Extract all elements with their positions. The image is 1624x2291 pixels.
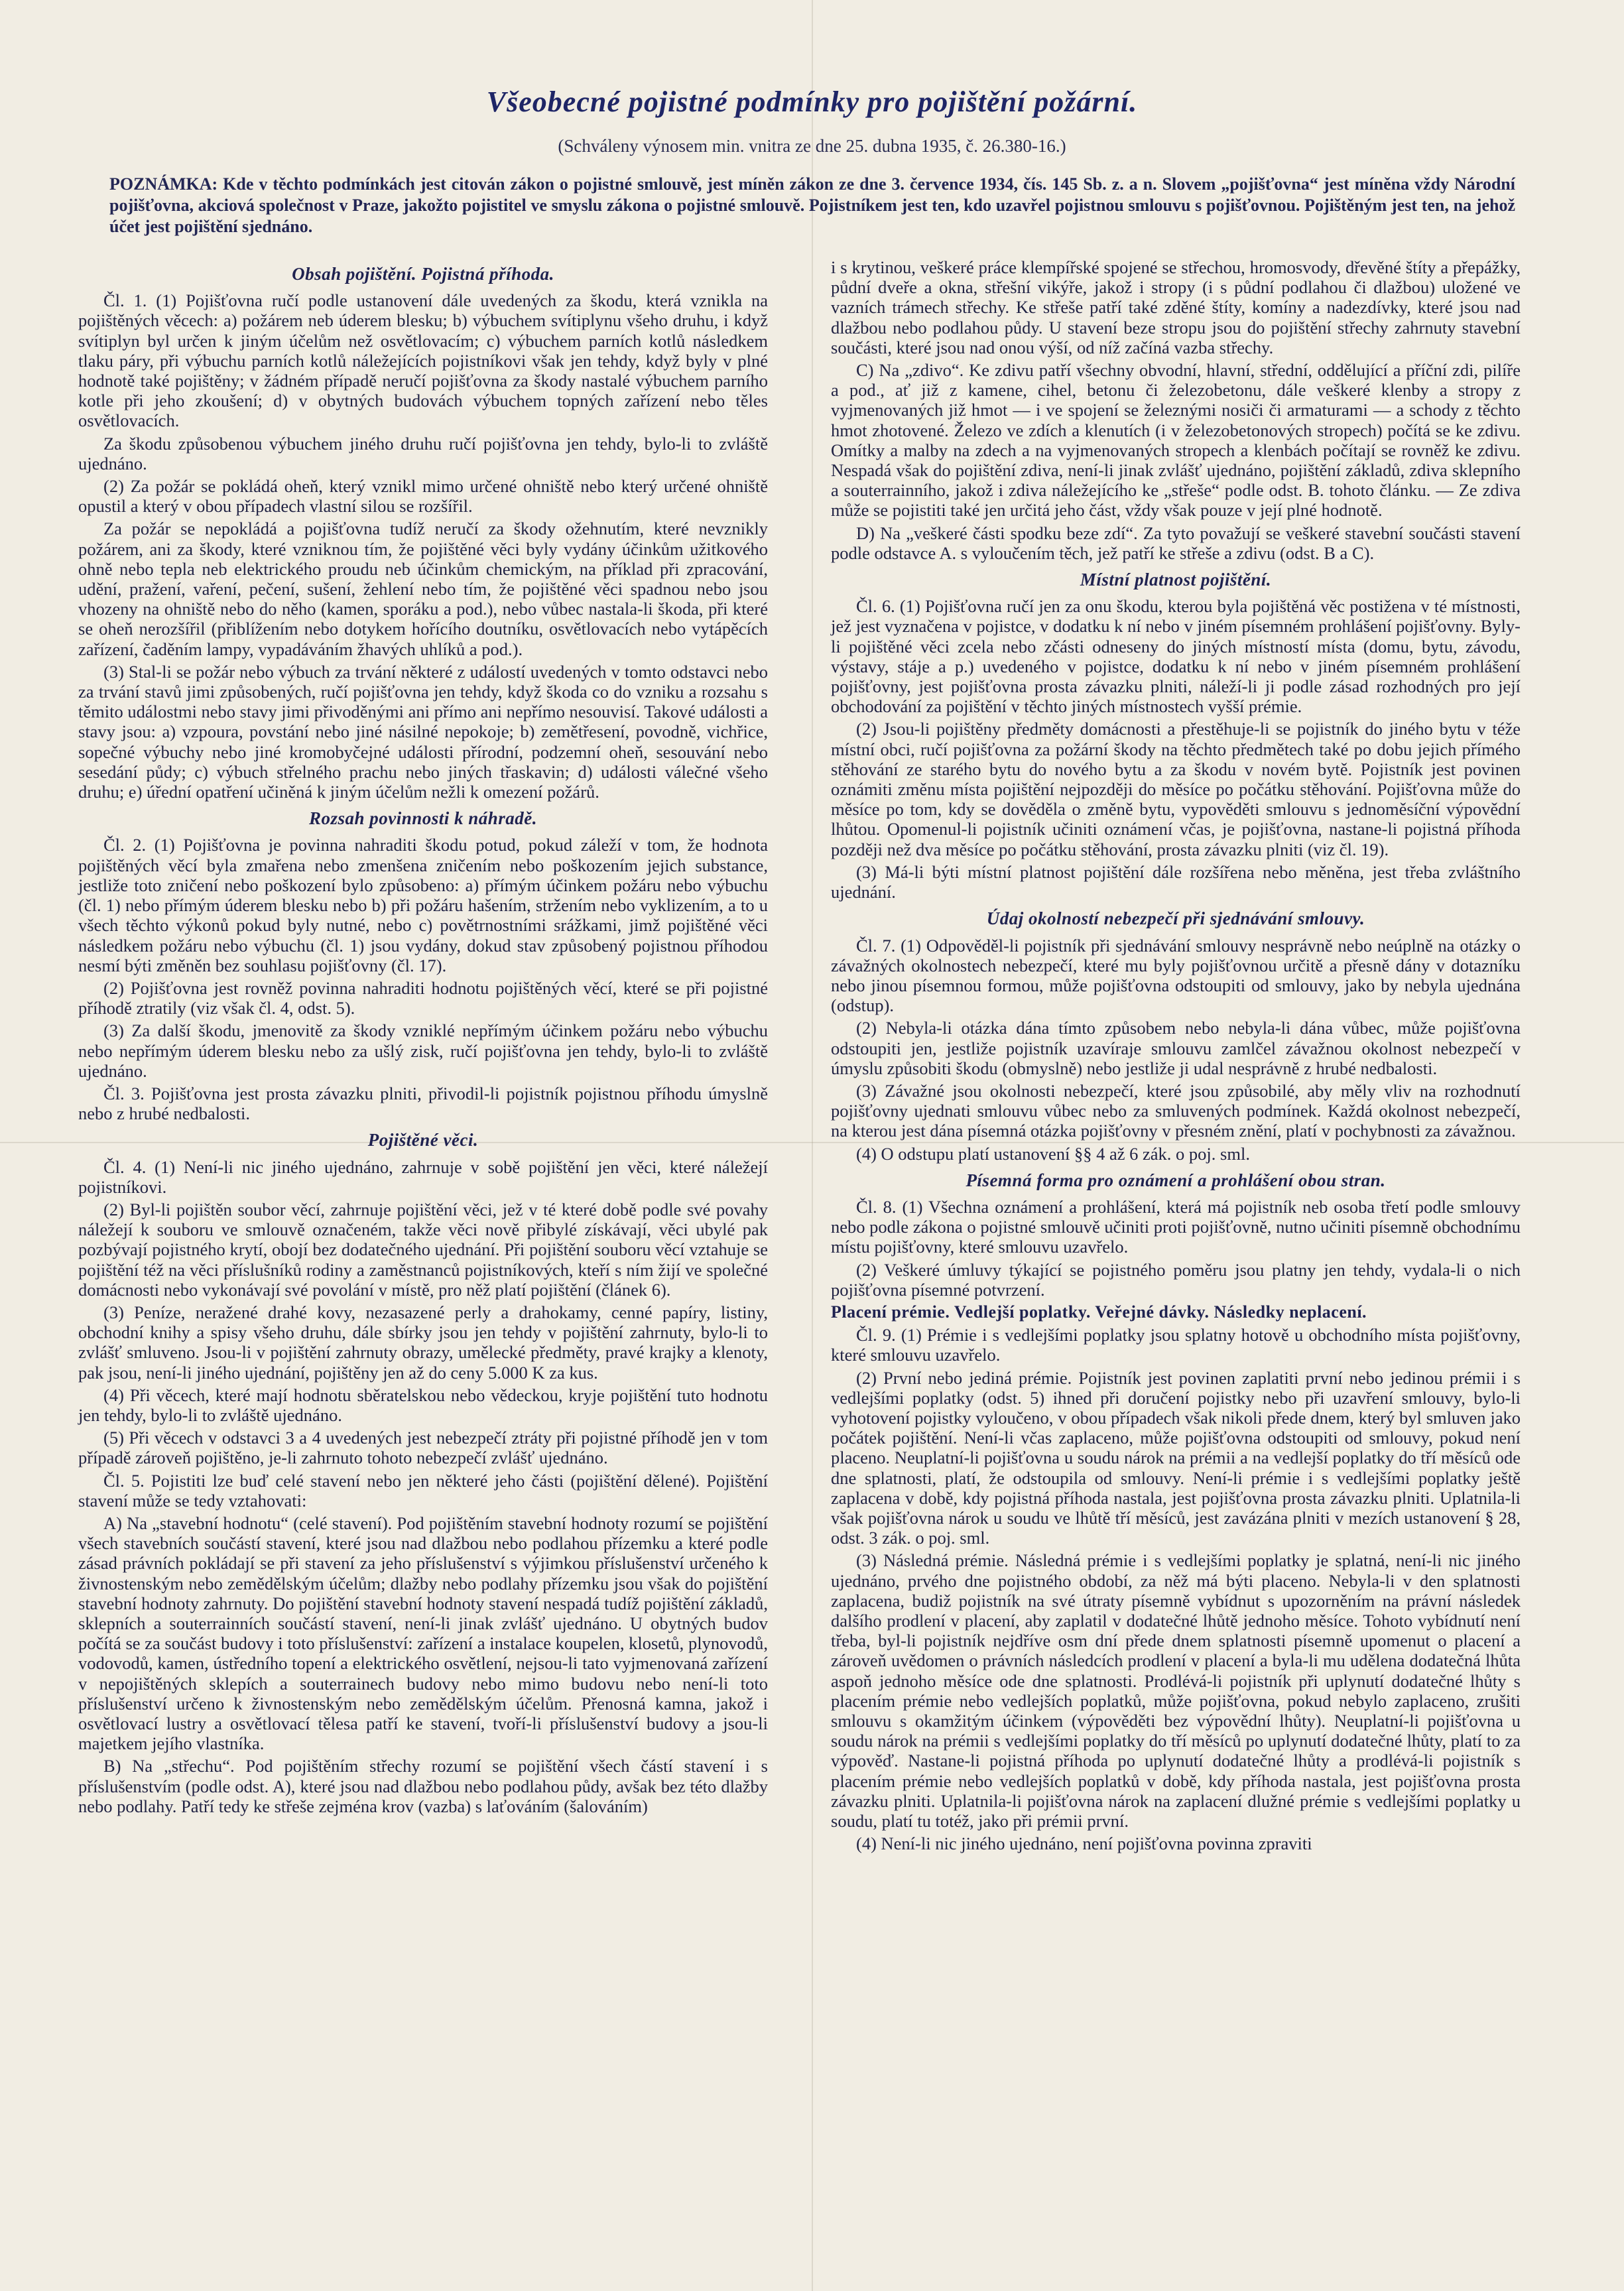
paragraph: Čl. 4. (1) Není-li nic jiného ujednáno, zahrnuje v sobě pojištění jen věci, které náležejí pojistníkovi. [78,1156,768,1197]
paragraph: A) Na „stavební hodnotu“ (celé stavení). Pod pojištěním stavební hodnoty rozumí se pojištění všech stavebních součástí stavení, které jsou nad dlažbou nebo podlahou přízemku a které podle zásad právních pokládají se při stavení za jeho příslušenství s výjimkou příslušenství určeného k živnostenským nebo zemědělským účelům; dlažby nebo podlahy přízemku jsou však do pojištění stavební hodnoty zahrnuty. Do pojištění stavební hodnoty stavení nespadá tudíž pojištění základů, sklepních a souterrainních součástí stavení, není-li jinak zvlášť ujednáno. U obytných budov počítá se za součást budovy i toto příslušenství: zařízení a instalace koupelen, klosetů, plynovodů, vodovodů, kamen, ústředního topení a elektrického osvětlení, nejsou-li tato vyjmenovaná zařízení v nepojištěných sklepích a souterrainech budovy nebo mimo budovu nebo není-li toto příslušenství určeno k živnostenským nebo zemědělským účelům. Přenosná kamna, jakož i osvětlovací lustry a osvětlovací tělesa patří ke stavení, tvoří-li příslušenství budovy a jsou-li majetkem jejího vlastníka. [78,1513,768,1754]
left-column [78,257,768,1819]
document-title: Všeobecné pojistné podmínky pro pojištění požární. [486,86,1138,118]
paragraph: (3) Má-li býti místní platnost pojištění dále rozšířena nebo měněna, jest třeba zvláštního ujednání. [831,861,1521,902]
paragraph: (2) První nebo jediná prémie. Pojistník jest povinen zaplatiti první nebo jedinou prémii i s vedlejšími poplatky (odst. 5) ihned při doručení pojistky nebo při uzavření smlouvy, bylo-li vyhotovení pojistky vyloučeno, v obou případech však nikoli přede dnem, který byl smluven jako počátek pojištění. Není-li včas zaplaceno, může pojišťovna odstoupiti od smlouvy, pokud není placeno. Neuplatní-li pojišťovna u soudu nárok na prémii a na vedlejší poplatky do tří měsíců ode dne splatnosti, platí, že odstoupila od smlouvy. Není-li prémie i s vedlejšími poplatky ještě zaplacena v době, kdy pojistná příhoda nastala, jest pojišťovna prosta závazku plniti. Uplatnila-li však pojišťovna nárok u soudu ve lhůtě tří měsíců, jest zavázána plniti v mezích ustanovení § 28, odst. 3 zák. o poj. sml. [831,1367,1521,1548]
paragraph: (3) Za další škodu, jmenovitě za škody vzniklé nepřímým účinkem požáru nebo výbuchu nebo nepřímým úderem blesku nebo za ušlý zisk, ručí pojišťovna jen tehdy, bylo-li to zvláště ujednáno. [78,1021,768,1081]
paragraph: Čl. 5. Pojistiti lze buď celé stavení nebo jen některé jeho části (pojištění dělené). Pojištění stavení může se tedy vztahovati: [78,1470,768,1511]
paragraph: (3) Peníze, neražené drahé kovy, nezasazené perly a drahokamy, cenné papíry, listiny, obchodní knihy a spisy všeho druhu, dále sbírky jsou jen tehdy v pojištění zahrnuty, bylo-li to zvlášť smluveno. Jsou-li v pojištění zahrnuty obrazy, umělecké předměty, pravé krajky a klenoty, pak jsou, není-li jiného ujednání, pojištěny jen až do ceny 5.000 K za kus. [78,1302,768,1383]
section-heading: Údaj okolností nebezpečí při sjednávání smlouvy. [986,908,1365,929]
paragraph: (3) Stal-li se požár nebo výbuch za trvání některé z událostí uvedených v tomto odstavci nebo za trvání stavů jimi způsobených, ručí pojišťovna jen tehdy, když škoda co do vzniku a rozsahu s těmito událostmi nebo stavy jimi přivoděnými ani přímo ani nepřímo nesouvisí. Takové události a stavy jsou: a) vzpoura, povstání nebo jiné násilné nepokoje; b) zemětřesení, povodně, vichřice, sopečné výbuchy nebo jiné kromobyčejné události přírodní, podzemní oheň, sesouvání nebo sesedání půdy; c) výbuch střelného prachu nebo jiných třaskavin; d) události válečné všeho druhu; e) úřední opatření učiněná k jiným účelům nežli k omezení požárů. [78,661,768,802]
paragraph: Čl. 1. (1) Pojišťovna ručí podle ustanovení dále uvedených za škodu, která vznikla na pojištěných věcech: a) požárem neb úderem blesku; b) výbuchem svítiplynu všeho druhu, i když svítiplyn byl určen k jiným účelům než osvětlovacím; c) výbuchem parních kotlů následkem tlaku páry, při výbuchu parních kotlů náležejících pojistníkovi však jen tehdy, když byly v plné hodnotě také pojištěny; v žádném případě neručí pojišťovna za škody nastalé výbuchem parního kotle při jeho zkoušení; d) v obytných budovách výbuchem topných zařízení nebo těles osvětlovacích. [78,290,768,431]
paragraph: i s krytinou, veškeré práce klempířské spojené se střechou, hromosvody, dřevěné štíty a přepážky, půdní dveře a okna, střešní vikýře, jakož i stropy (i s půdní podlahou či dlažbou) uložené ve vazních trámech střechy. Ke střeše patří také zděné štíty, komíny a nadezdívky, které jsou nad dlažbou nebo podlahou půdy. U stavení beze stropu jsou do pojištění střechy zahrnuty stavební součásti, které jsou nad onou výší, od níž začíná vazba střechy. [831,257,1521,357]
section-heading: Obsah pojištění. Pojistná příhoda. [292,264,554,284]
paragraph: (5) Při věcech v odstavci 3 a 4 uvedených jest nebezpečí ztráty při pojistné příhodě jen v tom případě zároveň pojištěno, je-li zahrnuto tohoto nebezpečí zvlášť ujednáno. [78,1428,768,1468]
paragraph: (2) Veškeré úmluvy týkající se pojistného poměru jsou platny jen tehdy, vydala-li o nich pojišťovna písemné potvrzení. [831,1259,1521,1300]
paragraph: Čl. 2. (1) Pojišťovna je povinna nahraditi škodu potud, pokud záleží v tom, že hodnota pojištěných věcí byla zmařena nebo zmenšena zničením nebo poškozením jejich substance, jestliže toto zničení nebo poškození bylo způsobeno: a) přímým účinkem požáru nebo výbuchu (čl. 1) nebo přímým úderem blesku nebo b) při požáru hašením, stržením nebo vyklizením, a to u všech těchto výkonů pokud byly nutné, nebo c) povětrnostními srážkami, jimž pojištěné věci následkem požáru nebo výbuchu (čl. 1) jsou vydány, dokud stav způsobený pojistnou příhodou nesmí býti změněn bez souhlasu pojišťovny (čl. 17). [78,835,768,975]
section-heading: Placení prémie. Vedlejší poplatky. Veřejné dávky. Následky neplacení. [831,1302,1367,1322]
paragraph: (4) Není-li nic jiného ujednáno, není pojišťovna povinna zpraviti [856,1833,1312,1854]
paragraph: Za požár se nepokládá a pojišťovna tudíž neručí za škody ožehnutím, které nevznikly požárem, ani za škody, které vzniknou tím, že pojištěné věci byly vydány účinkům užitkového ohně nebo tepla neb elektrického proudu neb účinkům chemickým, na příklad při zpracování, udění, pražení, vaření, pečení, sušení, žehlení nebo tím, že pojištěné věci spadnou nebo jsou vhozeny na ohniště nebo do něho (kamen, sporáku a pod.), nebo vůbec nastala-li škoda, při které se oheň nerozšířil (přiblížením nebo dotykem hořícího doutníku, osvětlovacích nebo vytápěcích zařízení, čaděním lampy, vypadáváním žhavých uhlíků a pod.). [78,519,768,659]
paragraph: (2) Jsou-li pojištěny předměty domácnosti a přestěhuje-li se pojistník do jiného bytu v téže místní obci, ručí pojišťovna za požární škody na těchto předmětech také po dobu jejich přímého stěhování ze starého bytu do nového bytu a za škodu v novém bytě. Pojistník jest povinen oznámiti změnu místa pojištění nejpozději do měsíce po počátku stěhování. Pojišťovna může do měsíce po tom, kdy se dověděla o změně bytu, vypověděti smlouvu s jednoměsíční výpovědní lhůtou. Opomenul-li pojistník učiniti oznámení včas, je pojišťovna, nastane-li pojistná příhoda později než dva měsíce po počátku stěhování, prosta závazku plniti (viz čl. 19). [831,719,1521,859]
paper-fold-vertical [812,0,813,2291]
paragraph: B) Na „střechu“. Pod pojištěním střechy rozumí se pojištění všech částí stavení i s příslušenstvím (podle odst. A), které jsou nad dlažbou nebo podlahou půdy, avšak bez této dlažby nebo podlahy. Patří tedy ke střeše zejména krov (vazba) s laťováním (šalováním) [78,1756,768,1816]
paragraph: Čl. 6. (1) Pojišťovna ručí jen za onu škodu, kterou byla pojištěná věc postižena v té místnosti, jež jest vyznačena v pojistce, v dodatku k ní nebo v jiném písemném prohlášení pojišťovny. Byly-li pojištěné věci zcela nebo zčásti odneseny do jiných místností místa (domu, bytu, závodu, výstavy, stáje a p.) uvedeného v pojistce, dodatku k ní nebo v jiném písemném prohlášení pojišťovny, jest pojišťovna prosta závazku plniti, náleží-li ji podle zásad rozhodných pro její obchodování za pojištění v těchto jiných místnostech vyšší prémie. [831,596,1521,717]
document-note: POZNÁMKA: Kde v těchto podmínkách jest citován zákon o pojistné smlouvě, jest míněn zákon ze dne 3. července 1934, čís. 145 Sb. z. a n. Slovem „pojišťovna“ jest míněna vždy Národní pojišťovna, akciová společnost v Praze, jakožto pojistitel ve smyslu zákona o pojistné smlouvě. Pojistníkem jest ten, kdo uzavřel pojistnou smlouvu s pojišťovnou. Pojištěným jest ten, na jehož účet jest pojištění sjednáno. [109,174,1515,236]
paragraph: (2) Nebyla-li otázka dána tímto způsobem nebo nebyla-li dána vůbec, může pojišťovna odstoupiti jen, jestliže pojistník uzavíraje smlouvu zamlčel závažnou okolnost nebezpečí v úmyslu způsobiti škodu (obmyslně) nebo jestliže ji udal nesprávně z hrubé nedbalosti. [831,1018,1521,1078]
section-heading: Rozsah povinnosti k náhradě. [308,808,538,829]
paragraph: C) Na „zdivo“. Ke zdivu patří všechny obvodní, hlavní, střední, oddělující a příční zdi, pilíře a pod., ať již z kamene, cihel, betonu či železobetonu, dále veškeré klenby a stropy z vyjmenovaných již hmot — i ve spojení se železnými nosiči či armaturami — a schody z těchto hmot zhotovené. Železo ve zdích a klenutích (i v železobetonových stropech) počítá se ke zdivu. Omítky a malby na zdech a na vyjmenovaných stropech a klenbách počítají se rovněž ke zdivu. Nespadá však do pojištění zdiva, není-li jinak zvlášť ujednáno, pojištění základů, zdiva sklepního a souterrainního, jakož i zdiva náležejícího ke „střeše“ podle odst. B. tohoto článku. — Ze zdiva může se pojistiti také jen určitá jeho část, vždy však pouze v její plné hodnotě. [831,360,1521,521]
paragraph: (2) Byl-li pojištěn soubor věcí, zahrnuje pojištění věci, jež v té které době podle své povahy náležejí k souboru ve smlouvě označeném, takže věci nově přibylé získávají, věci ubylé pak pozbývají pojistného krytí, obojí bez dodatečného ujednání. Při pojištění souboru věcí vztahuje se pojištění též na věci příslušníků rodiny a zaměstnanců pojistníkových, kteří s ním žijí ve společné domácnosti nebo vykonávají své povolání v místě, pro něž platí pojištění (článek 6). [78,1199,768,1300]
paragraph: Čl. 9. (1) Prémie i s vedlejšími poplatky jsou splatny hotově u obchodního místa pojišťovny, které smlouvu uzavřelo. [831,1325,1521,1365]
paragraph: (4) Při věcech, které mají hodnotu sběratelskou nebo vědeckou, kryje pojištění tuto hodnotu jen tehdy, bylo-li to zvláště ujednáno. [78,1385,768,1425]
section-heading: Místní platnost pojištění. [1080,570,1272,590]
section-heading: Pojištěné věci. [367,1130,479,1150]
section-heading: Písemná forma pro oznámení a prohlášení obou stran. [966,1170,1386,1190]
paragraph: Za škodu způsobenou výbuchem jiného druhu ručí pojišťovna jen tehdy, bylo-li to zvláště ujednáno. [78,433,768,473]
paragraph: (3) Závažné jsou okolnosti nebezpečí, které jsou způsobilé, aby měly vliv na rozhodnutí pojišťovny ujednati smlouvu vůbec nebo za smluvených podmínek. Každá okolnost nebezpečí, na kterou jest dána písemná otázka pojišťovny v přesném znění, platí v pochybnosti za závažnou. [831,1080,1521,1141]
paragraph: (4) O odstupu platí ustanovení §§ 4 až 6 zák. o poj. sml. [856,1143,1250,1164]
paragraph: Čl. 3. Pojišťovna jest prosta závazku plniti, přivodil-li pojistník pojistnou příhodu úmyslně nebo z hrubé nedbalosti. [78,1083,768,1124]
paragraph: D) Na „veškeré části spodku beze zdí“. Za tyto považují se veškeré stavební součásti stavení podle odstavce A. s vyloučením těch, jež patří ke střeše a zdivu (odst. B a C). [831,523,1521,563]
paragraph: Čl. 7. (1) Odpověděl-li pojistník při sjednávání smlouvy nesprávně nebo neúplně na otázky o závažných okolnostech nebezpečí, které mu byly pojišťovnou určitě a přesně dány v dotazníku nebo jinou písemnou formou, může pojišťovna odstoupiti od smlouvy, jako by nebyla ujednána (odstup). [831,935,1521,1016]
paragraph: (2) Za požár se pokládá oheň, který vznikl mimo určené ohniště nebo který určené ohniště opustil a který v obou případech vlastní silou se rozšířil. [78,476,768,517]
paragraph: (3) Následná prémie. Následná prémie i s vedlejšími poplatky je splatná, není-li nic jiného ujednáno, prvého dne pojistného období, za něž má býti placeno. Nebyla-li v den splatnosti zaplacena, budiž pojistník na své útraty písemně vybídnut s upozorněním na právní následek dalšího prodlení v placení, aby zaplatil v dodatečné lhůtě jednoho měsíce. Tohoto vybídnutí není třeba, byl-li pojistník nejdříve osm dní přede dnem splatnosti písemně upomenut o placení a zároveň uvědomen o právních následcích prodlení v placení a byla-li mu udělena dodatečná lhůta aspoň jednoho měsíce ode dne splatnosti. Prodlévá-li pojistník při uplynutí dodatečné lhůty s placením prémie nebo vedlejších poplatků, může pojišťovna, pokud nebylo zaplaceno, zrušiti smlouvu s okamžitým účinkem (výpověděti bez výpovědní lhůty). Neuplatní-li pojišťovna u soudu nárok na prémii s vedlejšími poplatky do tří měsíců po uplynutí dodatečné lhůty, platí to za výpověď. Nastane-li pojistná příhoda po uplynutí dodatečné lhůty a prodlévá-li pojistník s placením prémie nebo vedlejších poplatků v době, kdy příhoda nastala, jest pojišťovna prosta závazku plniti. Uplatnila-li pojišťovna nárok na zaplacení dlužné prémie s vedlejšími poplatky u soudu, platí tu totéž, jako při prémii první. [831,1550,1521,1831]
right-column [831,257,1521,1856]
paragraph: Čl. 8. (1) Všechna oznámení a prohlášení, která má pojistník neb osoba třetí podle smlouvy nebo podle zákona o pojistné smlouvě učiniti proti pojišťovně, nutno učiniti písemně obchodnímu místu pojišťovny, které smlouvu uzavřelo. [831,1196,1521,1257]
paragraph: (2) Pojišťovna jest rovněž povinna nahraditi hodnotu pojištěných věcí, které se při pojistné příhodě ztratily (viz však čl. 4, odst. 5). [78,977,768,1019]
document-subtitle: (Schváleny výnosem min. vnitra ze dne 25. dubna 1935, č. 26.380-16.) [558,136,1066,156]
